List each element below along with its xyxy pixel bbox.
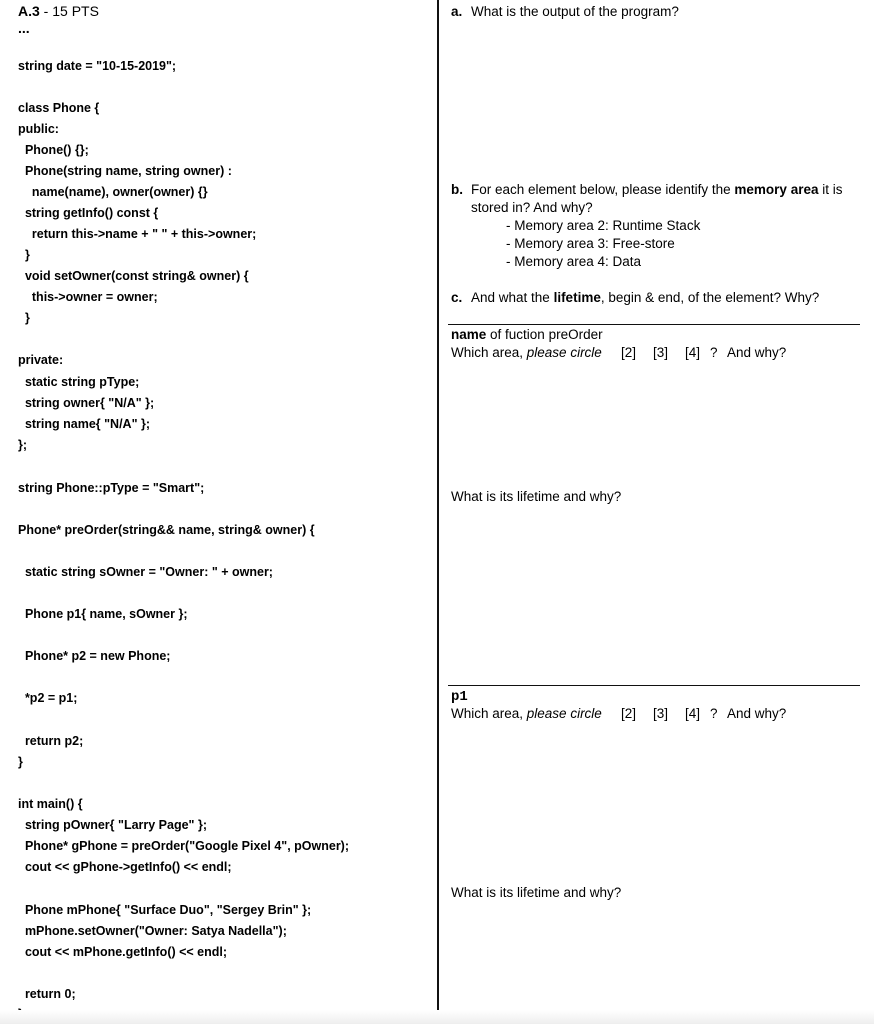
code-line: return 0; [18,987,76,1001]
question-c-tag: c. [451,290,463,305]
area-choice[interactable]: [4] [685,706,701,721]
code-line: int main() { [18,797,83,811]
which-area-em: please circle [526,706,602,721]
which-area-prompt [451,706,602,721]
code-line: string getInfo() const { [18,206,159,220]
code-line: this->owner = owner; [18,290,158,304]
section-divider [448,685,860,686]
page-bottom-edge [0,1010,874,1024]
code-line: Phone* preOrder(string&& name, string& owner) { [18,523,315,537]
code-line: mPhone.setOwner("Owner: Satya Nadella"); [18,924,287,938]
area-choice[interactable]: ? [710,345,718,360]
ellipsis: ... [18,20,30,36]
code-line: public: [18,122,59,136]
section-title [451,688,468,705]
memory-area-item: - Memory area 3: Free-store [506,236,675,251]
code-line: *p2 = p1; [18,691,78,705]
area-choice[interactable]: [2] [621,345,637,360]
which-area-pre: Which area, [451,345,527,360]
memory-area-list [506,217,700,271]
code-line: void setOwner(const string& owner) { [18,269,249,283]
code-line: Phone* p2 = new Phone; [18,649,171,663]
code-line: Phone* gPhone = preOrder("Google Pixel 4", pOwner); [18,839,350,853]
question-c [451,289,861,307]
code-line: }; [18,438,28,452]
question-a [451,3,861,21]
section-title-rest: of fuction preOrder [486,327,603,342]
question-c-bold: lifetime [553,290,601,305]
code-line: cout << gPhone->getInfo() << endl; [18,860,232,874]
and-why-label: And why? [727,706,787,721]
problem-points: 15 PTS [52,3,99,19]
code-line: } [18,311,30,325]
area-choice[interactable]: [3] [653,706,669,721]
which-area-em: please circle [526,345,602,360]
code-line: string Phone::pType = "Smart"; [18,481,205,495]
lifetime-question: What is its lifetime and why? [451,489,622,504]
lifetime-question: What is its lifetime and why? [451,885,622,900]
question-b [451,181,861,217]
code-line: Phone mPhone{ "Surface Duo", "Sergey Brin" }; [18,903,312,917]
question-b-bold: memory area [734,182,819,197]
code-line: name(name), owner(owner) {} [18,185,208,199]
question-c-text-pre: And what the [471,290,554,305]
code-line: string owner{ "N/A" }; [18,396,155,410]
code-line: cout << mPhone.getInfo() << endl; [18,945,228,959]
area-choice[interactable]: [2] [621,706,637,721]
code-line: string name{ "N/A" }; [18,417,151,431]
which-area-pre: Which area, [451,706,527,721]
code-line: } [18,755,23,769]
code-line: static string pType; [18,375,140,389]
memory-area-item: - Memory area 4: Data [506,254,642,269]
column-divider [437,0,439,1024]
question-a-text: What is the output of the program? [471,4,679,19]
question-a-tag: a. [451,4,463,19]
code-line: } [18,248,30,262]
code-line: return this->name + " " + this->owner; [18,227,257,241]
question-b-text-pre: For each element below, please identify the [471,182,735,197]
code-line: Phone() {}; [18,143,89,157]
which-area-prompt [451,345,602,360]
header-separator: - [39,3,53,19]
section-title-bold: p1 [451,689,468,705]
code-line: static string sOwner = "Owner: " + owner; [18,565,273,579]
section-title [451,327,603,342]
code-line: class Phone { [18,101,100,115]
code-line: Phone p1{ name, sOwner }; [18,607,188,621]
area-choice[interactable]: ? [710,706,718,721]
area-choice[interactable]: [4] [685,345,701,360]
question-b-tag: b. [451,182,463,197]
problem-header [18,3,99,19]
code-line: Phone(string name, string owner) : [18,164,232,178]
question-b-text-post: it is stored in? And why? [471,182,843,215]
question-b-text [471,181,861,217]
problem-number: A.3 [18,3,40,19]
section-title-bold: name [451,327,487,342]
section-divider [448,324,860,325]
code-line: private: [18,353,64,367]
code-line: return p2; [18,734,84,748]
and-why-label: And why? [727,345,787,360]
code-line: string date = "10-15-2019"; [18,59,177,73]
question-c-text-post: , begin & end, of the element? Why? [600,290,820,305]
question-c-text [471,289,861,307]
code-line: string pOwner{ "Larry Page" }; [18,818,207,832]
area-choice[interactable]: [3] [653,345,669,360]
memory-area-item: - Memory area 2: Runtime Stack [506,218,701,233]
